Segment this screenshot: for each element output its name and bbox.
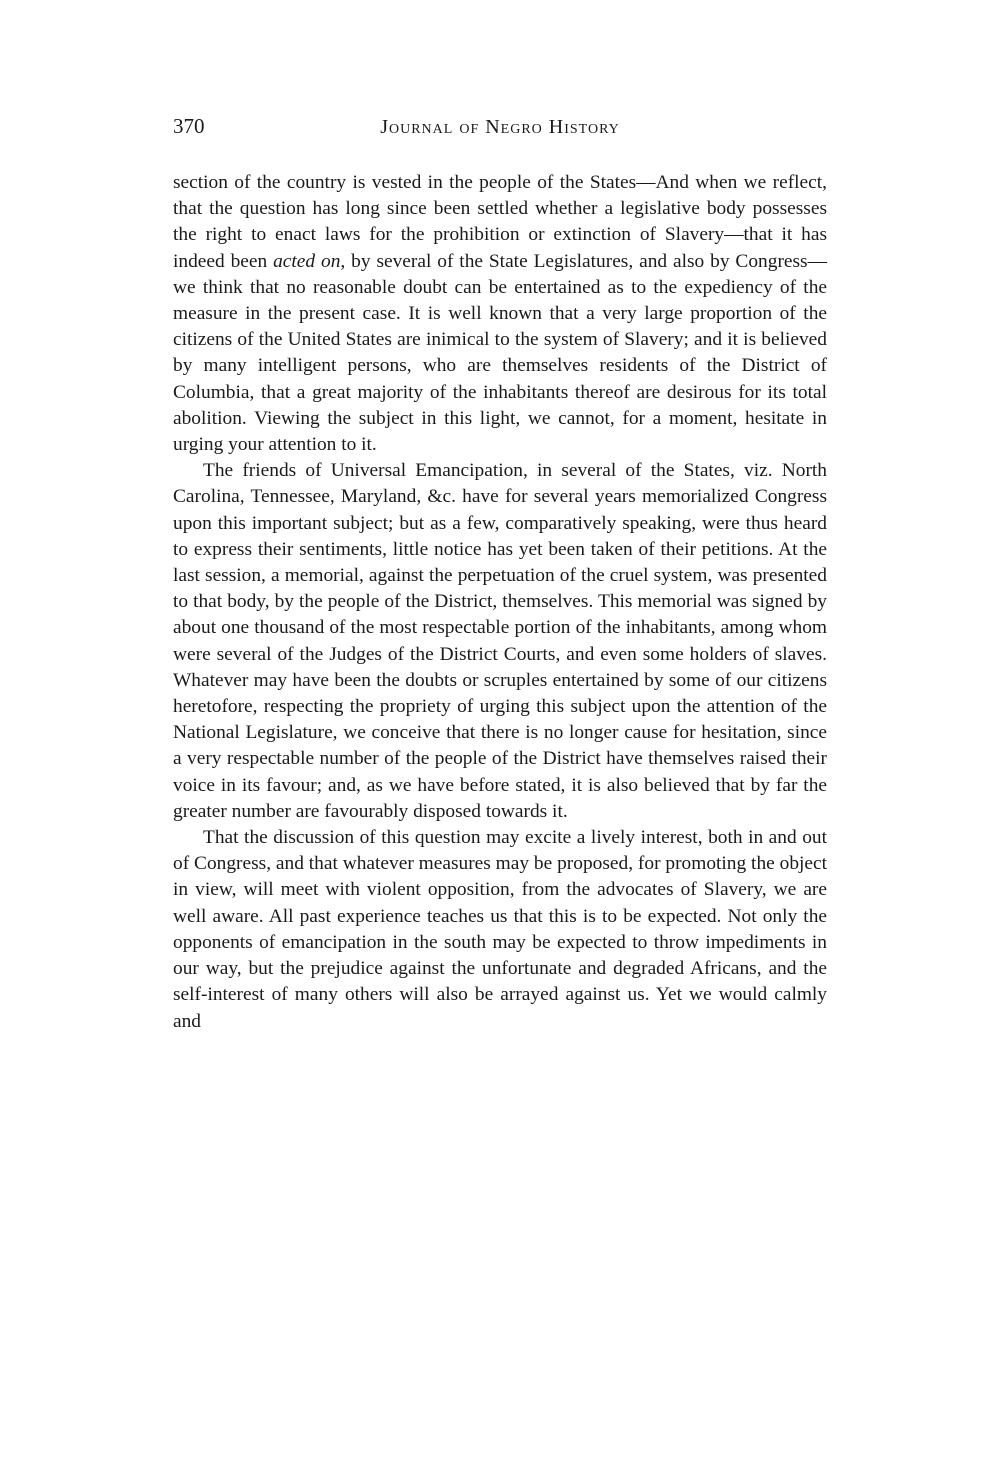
page-number: 370 — [173, 114, 205, 138]
paragraph-1-text-start: section of the country is vested in the people of the States—And when we reflect, that the question has long since been settled whether a legislative body possesses the right to enact laws for the prohibition or extinction of Slavery—that it has indeed been — [173, 172, 827, 272]
paragraph-1-text-end: by several of the State Legislatures, and also by Congress—we think that no reasonable doubt can be entertained as to the expediency of the measure in the present case. It is well known that a very large proportion of the citizens of the United States are inimical to the system of Slavery; and it is believed by many intelligent persons, who are themselves residents of the District of Columbia, that a great majority of the inhabitants thereof are desirous for its total abolition. Viewing the subject in this light, we cannot, for a moment, hesitate in urging your attention to it. — [173, 250, 827, 456]
paragraph-3: That the discussion of this question may excite a lively interest, both in and out of Congress, and that whatever measures may be proposed, for promoting the object in view, will meet with violent opposition, from the advocates of Slavery, we are well aware. All past experience teaches us that this is to be expected. Not only the opponents of emancipation in the south may be expected to throw impediments in our way, but the prejudice against the unfortunate and degraded Africans, and the self-interest of many others will also be arrayed against us. Yet we would calmly and — [173, 827, 827, 1032]
body-text — [173, 170, 827, 1035]
paragraph-1 — [173, 170, 827, 458]
paragraph-2: The friends of Universal Emancipation, in several of the States, viz. North Carolina, Tennessee, Maryland, &c. have for several years memorialized Congress upon this important subject; but as a few, comparatively speaking, were thus heard to express their sentiments, little notice has yet been taken of their petitions. At the last session, a memorial, against the perpetuation of the cruel system, was presented to that body, by the people of the District, themselves. This memorial was signed by about one thousand of the most respectable portion of the inhabitants, among whom were several of the Judges of the District Courts, and even some holders of slaves. Whatever may have been the doubts or scruples entertained by some of our citizens heretofore, respecting the propriety of urging this subject upon the attention of the National Legislature, we conceive that there is no longer cause for hesitation, since a very respectable number of the people of the District have themselves raised their voice in its favour; and, as we have before stated, it is also believed that by far the greater number are favourably disposed towards it. — [173, 460, 827, 822]
running-title: Journal of Negro History — [380, 116, 620, 138]
page-header — [173, 114, 827, 148]
italic-phrase: acted on, — [273, 250, 346, 272]
